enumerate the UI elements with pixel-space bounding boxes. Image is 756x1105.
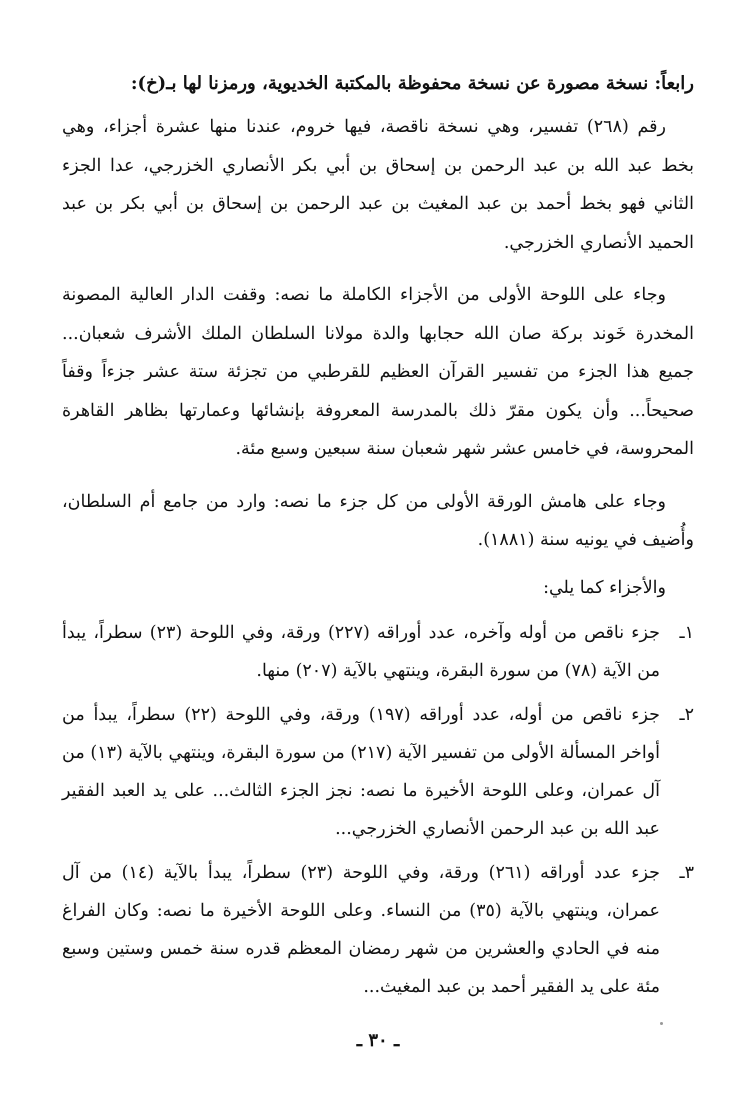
list-item-number: ١ـ <box>679 622 694 643</box>
list-item <box>62 696 694 848</box>
list-item-text: جزء ناقص من أوله وآخره، عدد أوراقه (٢٢٧) ورقة، وفي اللوحة (٢٣) سطراً، يبدأ من الآية (٧٨) من سورة البقرة، وينتهي بالآية (٢٠٧) منها. <box>62 622 660 681</box>
list-item-number: ٢ـ <box>679 704 694 725</box>
paragraph-margin-note: وجاء على هامش الورقة الأولى من كل جزء ما نصه: وارد من جامع أم السلطان، وأُضيف في يونيه سنة (١٨٨١). <box>62 491 694 550</box>
page-number: ـ ٣٠ ـ <box>356 1030 400 1051</box>
document-page <box>62 66 694 1012</box>
paragraph-manuscript-description: رقم (٢٦٨) تفسير، وهي نسخة ناقصة، فيها خروم، عندنا منها عشرة أجزاء، وهي بخط عبد الله بن عبد الرحمن بن إسحاق بن أبي بكر الأنصاري الخزرجي، عدا الجزء الثاني فهو بخط أحمد بن عبد المغيث بن عبد الرحمن بن إسحاق بن أبي بكر بن عبد الحميد الأنصاري الخزرجي. <box>62 117 694 253</box>
scan-speck <box>660 1022 663 1025</box>
list-item-number: ٣ـ <box>679 862 694 883</box>
list-item <box>62 854 694 1006</box>
section-heading: رابعاً: نسخة مصورة عن نسخة محفوظة بالمكتبة الخديوية، ورمزنا لها بـ(خ): <box>130 73 694 94</box>
list-intro: والأجزاء كما يلي: <box>543 577 666 598</box>
list-item-text: جزء عدد أوراقه (٢٦١) ورقة، وفي اللوحة (٢٣) سطراً، يبدأ بالآية (١٤) من آل عمران، وينتهي بالآية (٣٥) من النساء. وعلى اللوحة الأخيرة ما نصه: وكان الفراغ منه في الحادي والعشرين من شهر رمضان المعظم قدره سنة خمس وستين وسبع مئة على يد الفقير أحمد بن عبد المغيث... <box>62 862 660 997</box>
list-item <box>62 614 694 690</box>
paragraph-waqf-inscription: وجاء على اللوحة الأولى من الأجزاء الكاملة ما نصه: وقفت الدار العالية المصونة المخدرة خَوند بركة صان الله حجابها والدة مولانا السلطان الملك الأشرف شعبان... جميع هذا الجزء من تفسير القرآن العظيم للقرطبي من تجزئة ستة عشر جزءاً وقفاً صحيحاً... وأن يكون مقرّ ذلك بالمدرسة المعروفة بإنشائها وعمارتها بظاهر القاهرة المحروسة، في خامس عشر شهر شعبان سنة سبعين وسبع مئة. <box>62 285 694 459</box>
list-item-text: جزء ناقص من أوله، عدد أوراقه (١٩٧) ورقة، وفي اللوحة (٢٢) سطراً، يبدأ من أواخر المسألة الأولى من تفسير الآية (٢١٧) من سورة البقرة، وينتهي بالآية (١٣) من آل عمران، وعلى اللوحة الأخيرة ما نصه: نجز الجزء الثالث... على يد العبد الفقير عبد الله بن عبد الرحمن الأنصاري الخزرجي... <box>62 704 660 839</box>
parts-list <box>62 614 694 1006</box>
